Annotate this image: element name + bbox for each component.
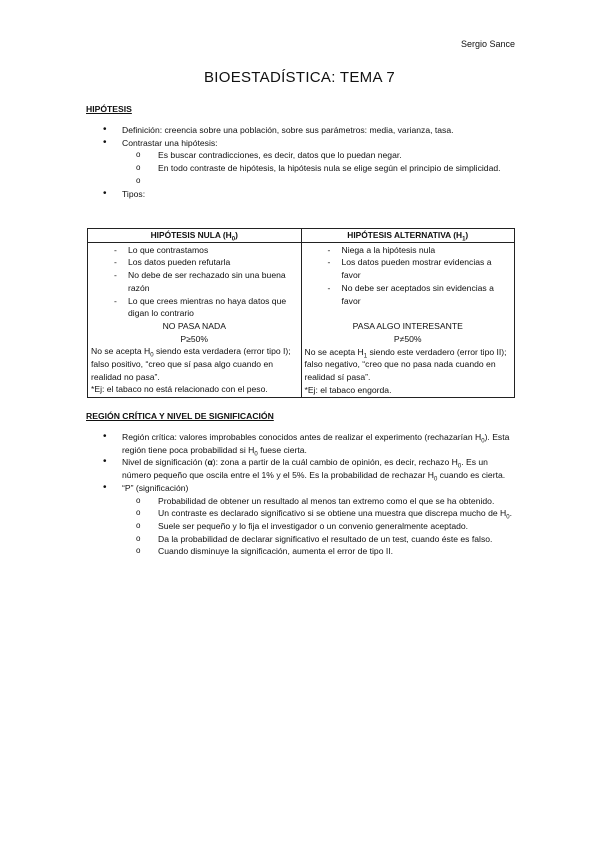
- bullet-definicion: [86, 124, 516, 137]
- subscript: 0: [506, 514, 510, 521]
- section-heading-region-critica: REGIÓN CRÍTICA Y NIVEL DE SIGNIFICACIÓN: [86, 411, 274, 421]
- sub-bullet: o En todo contraste de hipótesis, la hipótesis nula se elige según el principio de simplicidad.: [122, 162, 516, 175]
- bullet-tipos: [86, 188, 516, 201]
- header-subscript: 1: [462, 236, 466, 243]
- sub-bullet: o Es buscar contradicciones, es decir, datos que lo puedan negar.: [122, 149, 516, 162]
- text-part: .: [509, 508, 512, 519]
- null-status: NO PASA NADA: [162, 320, 226, 331]
- header-paren: ): [465, 230, 469, 240]
- hipotesis-bullet-list: [86, 124, 516, 201]
- subscript: 0: [254, 451, 258, 458]
- subscript: 0: [433, 476, 438, 483]
- null-items-list: [91, 244, 298, 320]
- hypothesis-types-table: [87, 228, 515, 398]
- text-part: Un contraste es declarado significativo si se obtiene una muestra que discrepa mucho de H: [158, 508, 507, 519]
- table-header-row: [88, 229, 515, 243]
- sub-bullet: [122, 507, 516, 520]
- text-part: No se acepta H: [91, 346, 151, 357]
- alt-hypothesis-header: [301, 229, 515, 243]
- sub-bullet: o Probabilidad de obtener un resultado al menos tan extremo como el que se ha obtenido.: [122, 495, 516, 508]
- header-paren: ): [235, 230, 238, 240]
- header-text: HIPÓTESIS NULA (H: [150, 230, 232, 240]
- sub-bullet-empty: [122, 175, 516, 188]
- p-sub-list: [122, 495, 516, 559]
- alt-error-text: [305, 346, 512, 384]
- author-name: Sergio Sance: [460, 39, 515, 49]
- list-item: - Niega a la hipótesis nula: [305, 244, 512, 257]
- alt-hypothesis-cell: [301, 242, 515, 398]
- header-subscript: 0: [231, 236, 236, 243]
- sub-bullet: o Da la probabilidad de declarar significativo el resultado de un test, cuando éste es falso.: [122, 533, 516, 546]
- alt-status: PASA ALGO INTERESANTE: [352, 321, 463, 332]
- text-part: siendo esta verdadera (error tipo I); falso positivo, “creo que sí pasa algo cuando en realidad no pasa”.: [91, 346, 291, 382]
- subscript: 0: [481, 438, 485, 445]
- region-bullet-list: [86, 431, 516, 558]
- section-heading-hipotesis: HIPÓTESIS: [86, 104, 132, 114]
- list-item: - No debe de ser rechazado sin una buena razón: [91, 269, 298, 294]
- null-hypothesis-cell: [88, 242, 302, 398]
- header-text: HIPÓTESIS ALTERNATIVA (H: [347, 230, 463, 240]
- subscript: 1: [363, 353, 368, 360]
- list-item: - Lo que crees mientras no haya datos que digan lo contrario: [91, 295, 298, 320]
- alt-probability: P≠50%: [393, 333, 422, 344]
- subscript: 0: [457, 464, 462, 471]
- sub-bullet: o Suele ser pequeño y lo fija el investigador o un convenio generalmente aceptado.: [122, 520, 516, 533]
- list-item: - Los datos pueden refutarla: [91, 256, 298, 269]
- alt-example: *Ej: el tabaco engorda.: [304, 384, 392, 395]
- alt-items-list: [305, 244, 512, 308]
- text-part: Nivel de significación (: [122, 457, 208, 468]
- null-hypothesis-header: [88, 229, 302, 243]
- bullet-p-significacion: [86, 482, 516, 558]
- list-item: - Los datos pueden mostrar evidencias a favor: [305, 256, 512, 281]
- text-part: cuando es cierta.: [437, 470, 506, 481]
- text-part: Región crítica: valores improbables conocidos antes de realizar el experimento (rechazarían H: [122, 432, 482, 442]
- bullet-contrastar: [86, 137, 516, 188]
- alpha-symbol: α: [207, 457, 213, 468]
- bullet-region-critica: [86, 431, 516, 456]
- contrastar-sub-list: [122, 149, 516, 187]
- null-error-text: [91, 345, 298, 383]
- text-part: . Es un número pequeño que oscila entre el 1% y el 5%. Es la probabilidad de rechazar H: [122, 457, 488, 481]
- subscript: 0: [150, 353, 154, 360]
- null-example: *Ej: el tabaco no está relacionado con el peso.: [91, 384, 268, 395]
- text-part: No se acepta H: [304, 346, 364, 357]
- list-item: - No debe ser aceptados sin evidencias a favor: [305, 282, 512, 307]
- bullet-text: Definición: creencia sobre una población, sobre sus parámetros: media, varianza, tasa.: [122, 125, 454, 135]
- list-item: - Lo que contrastamos: [91, 244, 298, 257]
- bullet-text: “P” (significación): [122, 482, 189, 493]
- document-title: BIOESTADÍSTICA: TEMA 7: [203, 69, 396, 86]
- text-part: fuese cierta.: [257, 444, 307, 455]
- bullet-text: Contrastar una hipótesis:: [122, 137, 218, 148]
- text-part: ). Esta región tiene poca probabilidad si H: [122, 432, 510, 455]
- text-part: siendo este verdadero (error tipo II); falso negativo, “creo que no pasa nada cuando en realidad sí pasa”.: [304, 346, 507, 383]
- text-part: ): zona a partir de la cuál cambio de opinión, es decir, rechazo H: [212, 457, 458, 468]
- bullet-text: Tipos:: [122, 188, 146, 199]
- table-body-row: [88, 242, 515, 398]
- sub-bullet: o Cuando disminuye la significación, aumenta el error de tipo II.: [122, 545, 516, 558]
- null-probability: P≥50%: [180, 333, 209, 344]
- spacer: [305, 307, 512, 320]
- bullet-nivel-significacion: [86, 456, 516, 481]
